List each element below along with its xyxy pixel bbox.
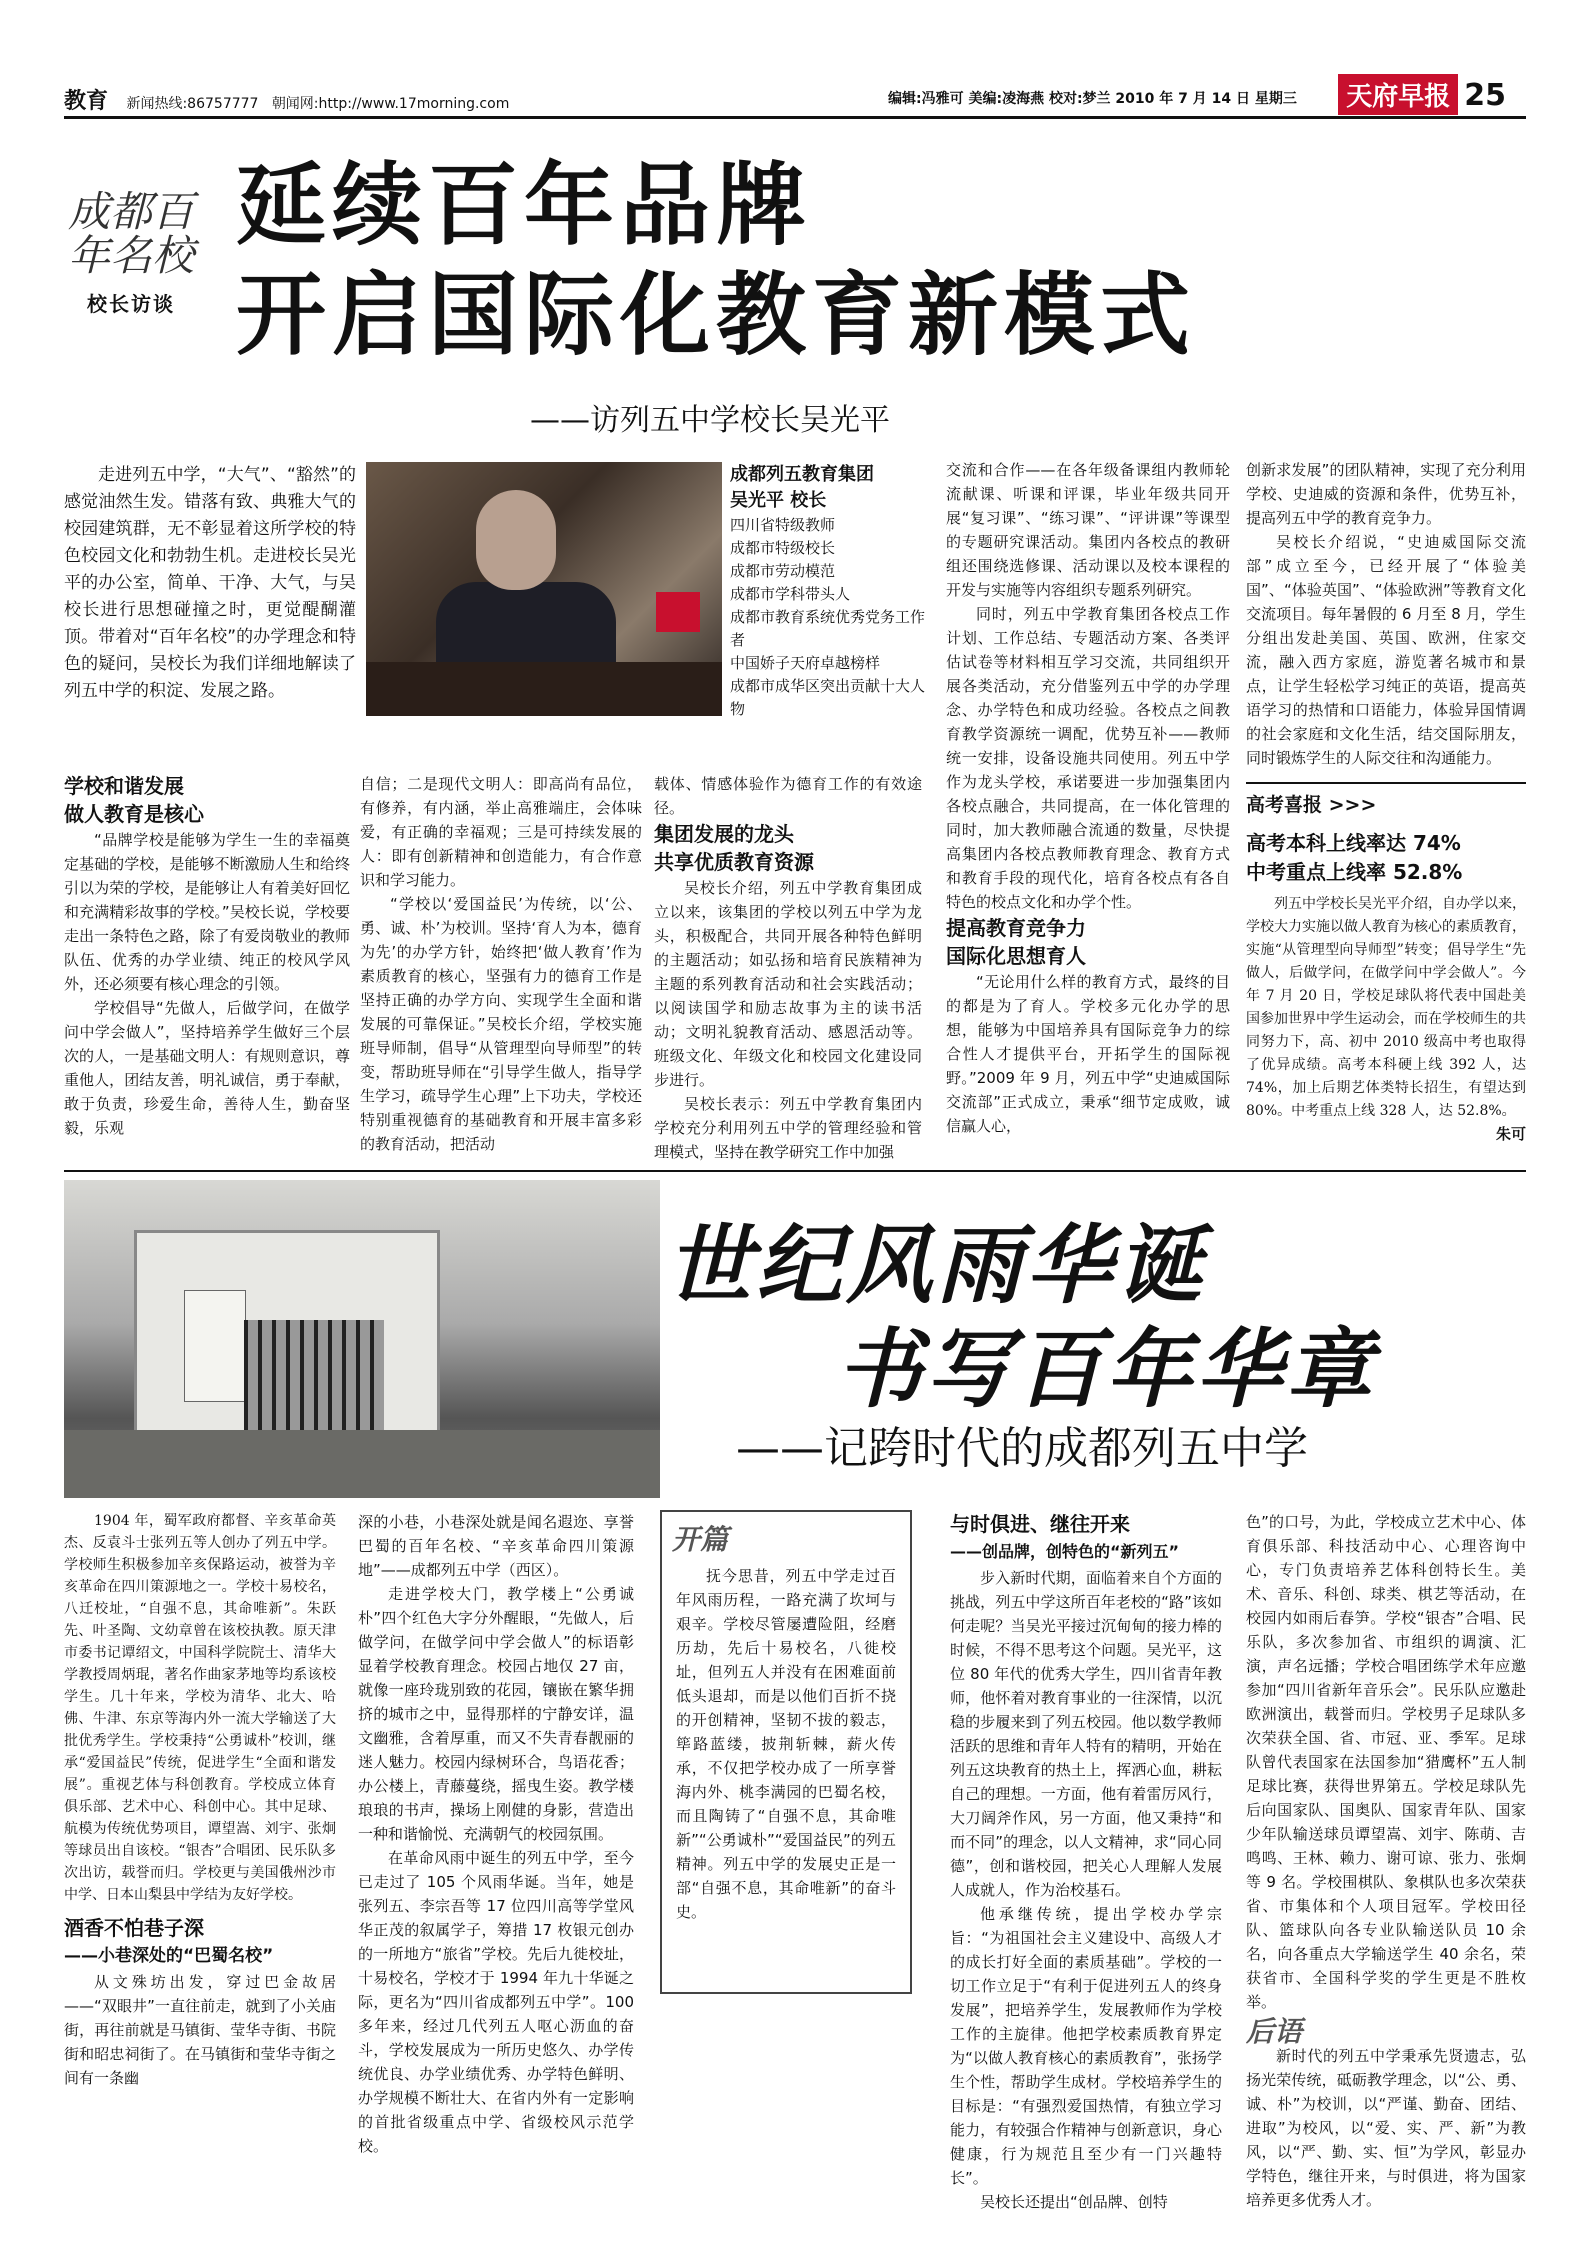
page-header-left [64, 84, 509, 115]
badge-label: 校长访谈 [87, 292, 175, 316]
body-paragraph: 吴校长表示：列五中学教育集团内学校充分利用列五中学的管理经验和管理模式，坚持在教学研究工作中加强 [654, 1095, 922, 1161]
header-rule [64, 116, 1526, 119]
exam-body: 列五中学校长吴光平介绍，自办学以来，学校大力实施以做人教育为核心的素质教育，实施“从管理型向导师型”转变；倡导学生“先做人，后做学问，在做学问中学会做人”。今年 7 月 20 日，学校足球队将代表中国赴美国参加世界中学生运动会，而在学校师生的共同努力下，高、初中 2010 级高中考也取得了优异成绩。高考本科硬上线 392 人，达 74%，加上后期艺体类特长招生，有望达到 80%。中考重点上线 328 人，达 52.8%。 [1246, 896, 1526, 1119]
exam-tag: 高考喜报 >>> [1246, 794, 1377, 816]
subheadline-1: ——访列五中学校长吴光平 [530, 403, 890, 438]
opening-paragraph: 抚今思昔，列五中学走过百年风雨历程，一路充满了坎坷与艰辛。学校尽管屡遭险阻，经磨历劫，先后十易校名，八徙校址，但列五人并没有在困难面前低头退却，而是以他们百折不挠的开创精神，坚韧不拔的毅志，筚路蓝缕，披荆斩棘，薪火传承，不仅把学校办成了一所享誉海内外、桃李满园的巴蜀名校，而且陶铸了“自强不息，其命唯新”“公勇诚朴”“爱国益民”的列五精神。列五中学的发展史正是一部“自强不息，其命唯新”的奋斗史。 [676, 1567, 896, 1921]
column-c [654, 772, 922, 1164]
body-paragraph: 走进学校大门，教学楼上“公勇诚朴”四个红色大字分外醒眼，“先做人，后做学问，在做学问中学会做人”的标语彰显着学校教育理念。校园占地仅 27 亩，就像一座玲珑别致的花园，镶嵌在繁华拥挤的城市之中，显得那样的宁静安详，温文幽雅，含着厚重，而又不失青春靓丽的迷人魅力。校园内绿树环合，鸟语花香；办公楼上，青藤蔓绕，摇曳生姿。教学楼琅琅的书声，操场上刚健的身影，营造出一种和谐愉悦、充满朝气的校园氛围。 [358, 1585, 634, 1843]
body-paragraph: 新时代的列五中学秉承先贤遗志，弘扬光荣传统，砥砺教学理念，以“公、勇、诚、朴”为校训，以“严谨、勤奋、团结、进取”为校风，以“爱、实、严、新”为教风，以“严、勤、实、恒”为学风，彰显办学特色，继往开来，与时俱进，将为国家培养更多优秀人才。 [1246, 2047, 1526, 2209]
masthead-brand [1338, 74, 1506, 115]
section-heading: 做人教育是核心 [64, 802, 204, 826]
caption-line: 中国娇子天府卓越榜样 [730, 654, 881, 672]
body-paragraph: 在革命风雨中诞生的列五中学，至今已走过了 105 个风雨华诞。当年，她是张列五、李宗吾等 17 位四川高等学堂风华正茂的叙属学子，筹措 17 枚银元创办的一所地方“旅省”学校。先后九徙校址，十易校名，学校才于 1994 年九十华诞之际，更名为“四川省成都列五中学”。100 多年来，经过几代列五人呕心沥血的奋斗，学校发展成为一所历史悠久、办学传统优良、办学业绩优秀、办学特色鲜明、办学规模不断壮大、在省内外有一定影响的首批省级重点中学、省级校风示范学校。 [358, 1849, 634, 2155]
body-paragraph: 色”的口号，为此，学校成立艺术中心、体育俱乐部、科技活动中心、心理咨询中心，专门负责培养艺体科创特长生。美术、音乐、科创、球类、棋艺等活动，在校园内如雨后春笋。学校“银杏”合唱、民乐队，多次参加省、市组织的调演、汇演，声名远播；学校合唱团练学术年应邀参加“四川省新年音乐会”。民乐队应邀赴欧洲演出，载誉而归。学校男子足球队多次荣获全国、省、市冠、亚、季军。足球队曾代表国家在法国参加“猎鹰杯”五人制足球比赛，获得世界第五。学校足球队先后向国家队、国奥队、国家青年队、国家少年队输送球员谭望嵩、刘宇、陈萌、吉鸣鸣、王林、赖力、谢可谅、张力、张炯等 9 名。学校围棋队、象棋队也多次荣获省、市集体和个人项目冠军。学校田径队、篮球队向各专业队输送队员 10 余名，向各重点大学输送学生 40 余名，荣获省市、全国科学奖的学生更是不胜枚举。 [1246, 1513, 1526, 2011]
opening-label: 开篇 [672, 1523, 729, 1556]
exam-author: 朱可 [1495, 1125, 1526, 1143]
caption-title-1: 成都列五教育集团 [730, 464, 874, 485]
caption-line: 四川省特级教师 [730, 516, 836, 534]
column-g [358, 1510, 634, 2158]
column-b [360, 772, 642, 1156]
afterword-label: 后语 [1246, 2015, 1303, 2048]
photo-gate [244, 1320, 384, 1430]
headline-1a: 延续百年品牌 [236, 153, 812, 258]
body-paragraph: 从文殊坊出发，穿过巴金故居——“双眼井”一直往前走，就到了小关庙街，再往前就是马镇街、莹华寺街、书院街和昭忠祠街了。在马镇街和莹华寺街之间有一条幽 [64, 1973, 336, 2087]
series-badge [66, 187, 196, 390]
opening-box [660, 1510, 912, 1994]
body-paragraph: 载体、情感体验作为德育工作的有效途径。 [654, 775, 922, 817]
body-paragraph: “无论用什么样的教育方式，最终的目的都是为了育人。学校多元化办学的思想，能够为中国培养具有国际竞争力的综合性人才提供平台，开拓学生的国际视野。”2009 年 9 月，列五中学“史迪威国际交流部”正式成立，秉承“细节定成败，诚信赢人心， [946, 973, 1230, 1135]
section-heading: 集团发展的龙头 [654, 822, 794, 846]
section-name: 教育 [64, 89, 109, 114]
column-e [1246, 458, 1526, 770]
headline-2b: 书写百年华章 [836, 1320, 1376, 1420]
body-paragraph: 同时，列五中学教育集团各校点工作计划、工作总结、专题活动方案、各类评估试卷等材料相互学习交流，共同组织开展各类活动，充分借鉴列五中学的办学理念、办学特色和成功经验。各校点之间教育教学资源统一调配，优势互补——教师统一安排，设备设施共同使用。列五中学作为龙头学校，承诺要进一步加强集团内各校点融合，共同提高，在一体化管理的同时，加大教师融合流通的数量，尽快提高集团内各校点教师教育理念、教育方式和教育手段的现代化，培育各校点有各自特色的校点文化和办学个性。 [946, 605, 1230, 911]
section-heading: ——创品牌，创特色的“新列五” [950, 1542, 1180, 1561]
column-f [64, 1510, 336, 2090]
photo-ground [64, 1430, 660, 1498]
photo-desk [366, 662, 722, 716]
photo-face [476, 490, 556, 590]
caption-title-2: 吴光平 校长 [730, 490, 827, 511]
caption-line: 成都市劳动模范 [730, 562, 836, 580]
body-paragraph: 吴校长介绍说，“史迪威国际交流部”成立至今，已经开展了“体验美国”、“体验英国”、“体验欧洲”等教育文化交流项目。每年暑假的 6 月至 8 月，学生分组出发赴美国、英国、欧洲，住家交流，融入西方家庭，游览著名城市和景点，让学生轻松学习纯正的英语，提高英语学习的热情和口语能力，体验异国情调的社会家庭和文化生活，结交国际朋友，同时锻炼学生的人际交往和沟通能力。 [1246, 533, 1526, 767]
body-paragraph: 自信；二是现代文明人：即高尚有品位，有修养，有内涵，举止高雅端庄，会体味爱，有正确的幸福观；三是可持续发展的人：即有创新精神和创造能力，有合作意识和学习能力。 [360, 775, 642, 889]
intro-paragraph: 走进列五中学，“大气”、“豁然”的感觉油然生发。错落有致、典雅大气的校园建筑群，无不彰显着这所学校的特色校园文化和勃勃生机。走进校长吴光平的办公室，简单、干净、大气，与吴校长进行思想碰撞之时，更觉醍醐灌顶。带着对“百年名校”的办学理念和特色的疑问，吴校长为我们详细地解读了列五中学的积淀、发展之路。 [64, 465, 356, 701]
exam-headline-1: 高考本科上线率达 74% [1246, 831, 1461, 855]
flag-icon [656, 592, 700, 632]
headline-2a: 世纪风雨华诞 [666, 1216, 1206, 1316]
editor-line: 编辑:冯雅可 美编:凌海燕 校对:梦兰 2010 年 7 月 14 日 星期三 [888, 91, 1297, 107]
section-heading: ——小巷深处的“巴蜀名校” [64, 1946, 274, 1966]
body-paragraph: “品牌学校是能够为学生一生的幸福奠定基础的学校，是能够不断激励人生和给终引以为荣的学校，是能够让人有着美好回忆和充满精彩故事的学校。”吴校长说，学校要走出一条特色之路，除了有爱岗敬业的教师队伍、优秀的办学业绩、纯正的校风学风外，还必须要有核心理念的引领。 [64, 831, 350, 993]
caption-line: 成都市成华区突出贡献十大人物 [730, 677, 926, 718]
column-j [1246, 1510, 1526, 2212]
body-paragraph: 创新求发展”的团队精神，实现了充分利用学校、史迪威的资源和条件，优势互补，提高列五中学的教育竞争力。 [1246, 461, 1526, 527]
hotline: 新闻热线:86757777 [126, 96, 259, 112]
exam-headline-2: 中考重点上线率 52.8% [1246, 860, 1463, 884]
body-paragraph: 步入新时代期，面临着来自个方面的挑战，列五中学这所百年老校的“路”该如何走呢？当吴光平接过沉甸甸的接力棒的时候，不得不思考这个问题。吴光平，这位 80 年代的优秀大学生，四川省青年教师，他怀着对教育事业的一往深情，以沉稳的步履来到了列五校园。他以数学教师活跃的思维和青年人特有的精明，开始在列五这块教育的热土上，挥洒心血，耕耘自己的理想。一方面，他有着雷厉风行，大刀阔斧作风，另一方面，他又秉持“和而不同”的理念，以人文精神，求“同心同德”，创和谐校园，把关心人理解人发展人成就人，作为治校基石。 [950, 1569, 1222, 1899]
photo-plaque [184, 1290, 246, 1402]
history-paragraph: 1904 年，蜀军政府都督、辛亥革命英杰、反袁斗士张列五等人创办了列五中学。学校师生积极参加辛亥保路运动，被誉为辛亥革命在四川策源地之一。学校十易校名，八迁校址，“自强不息，其命唯新”。朱跃先、叶圣陶、文幼章曾在该校执教。原天津市委书记谭绍文，中国科学院院士、清华大学教授周炳琨，著名作曲家茅地等均系该校学生。几十年来，学校为清华、北大、哈佛、牛津、东京等海内外一流大学输送了大批优秀学生。学校秉持“公勇诚朴”校训，继承“爱国益民”传统，促进学生“全面和谐发展”。重视艺体与科创教育。学校成立体育俱乐部、艺术中心、科创中心。其中足球、航模为传统优势项目，谭望嵩、刘宇、张炯等球员出自该校。“银杏”合唱团、民乐队多次出访，载誉而归。学校更与美国俄州沙市中学、日本山梨县中学结为友好学校。 [64, 1513, 336, 1903]
column-i [950, 1510, 1222, 2214]
body-paragraph: 吴校长介绍，列五中学教育集团成立以来，该集团的学校以列五中学为龙头，积极配合，共同开展各种特色鲜明的主题活动；如弘扬和培育民族精神为主题的系列教育活动和社会实践活动；以阅读国学和励志故事为主的读书活动；文明礼貌教育活动、感恩活动等。班级文化、年级文化和校园文化建设同步进行。 [654, 879, 922, 1089]
section-heading: 国际化思想育人 [946, 944, 1086, 968]
section-heading: 酒香不怕巷子深 [64, 1916, 204, 1940]
middle-rule [64, 1170, 1526, 1172]
subheadline-2: ——记跨时代的成都列五中学 [736, 1423, 1308, 1474]
body-paragraph: 深的小巷，小巷深处就是闻名遐迩、享誉巴蜀的百年名校、“辛亥革命四川策源地”——成都列五中学（西区）。 [358, 1513, 634, 1579]
section-heading: 提高教育竞争力 [946, 916, 1086, 940]
headline-1b: 开启国际化教育新模式 [236, 263, 1196, 368]
body-paragraph: 学校倡导“先做人，后做学问，在做学问中学会做人”，坚持培养学生做好三个层次的人，一是基础文明人：有规则意识，尊重他人，团结友善，明礼诚信，勇于奉献，敢于负责，珍爱生命，善待人生，勤奋坚毅，乐观 [64, 999, 350, 1137]
exam-rule [1246, 782, 1526, 784]
body-paragraph: 他承继传统，提出学校办学宗旨：“为祖国社会主义建设中、高级人才的成长打好全面的素质基础”。学校的一切工作立足于“有利于促进列五人的终身发展”，把培养学生，发展教师作为学校工作的主旋律。他把学校素质教育界定为“以做人教育核心的素质教育”，张扬学生个性，帮助学生成材。学校培养学生的目标是：“有强烈爱国热情，有独立学习能力，有较强合作精神与创新意识，身心健康，行为规范且至少有一门兴趣特长”。 [950, 1905, 1222, 2187]
body-paragraph: 吴校长还提出“创品牌、创特 [980, 2193, 1168, 2211]
website: 朝闻网:http://www.17morning.com [271, 96, 510, 112]
photo-caption [730, 462, 930, 721]
section-heading: 共享优质教育资源 [654, 850, 814, 874]
body-paragraph: “学校以‘爱国益民’为传统，以‘公、勇、诚、朴’为校训。坚持‘育人为本，德育为先’的办学方针，始终把‘做人教育’作为素质教育的核心，坚强有力的德育工作是坚持正确的办学方向、实现学生全面和谐发展的可靠保证。”吴校长介绍，学校实施班导师制，倡导“从管理型向导师型”的转变，帮助班导师在“引导学生做人，指导学生学习，疏导学生心理”上下功夫，学校还特别重视德育的基础教育和开展丰富多彩的教育活动，把活动 [360, 895, 642, 1153]
section-heading: 学校和谐发展 [64, 774, 184, 798]
caption-line: 成都市教育系统优秀党务工作者 [730, 608, 926, 649]
school-gate-photo [64, 1180, 660, 1498]
section-heading: 与时俱进、继往开来 [950, 1512, 1130, 1536]
body-paragraph: 交流和合作——在各年级备课组内教师轮流献课、听课和评课，毕业年级共同开展“复习课”、“练习课”、“评讲课”等课型的专题研究课活动。集团内各校点的教研组还围绕选修课、活动课以及校本课程的开发与实施等内容组织专题系列研究。 [946, 461, 1230, 599]
exam-results-box [1246, 782, 1526, 1144]
calligraphy-badge: 成都百年名校 [67, 187, 194, 280]
column-d [946, 458, 1230, 1138]
caption-line: 成都市学科带头人 [730, 585, 851, 603]
page-number: 25 [1464, 78, 1506, 113]
brand-name: 天府早报 [1338, 74, 1458, 115]
column-a [64, 772, 350, 1140]
caption-line: 成都市特级校长 [730, 539, 836, 557]
principal-photo [366, 462, 722, 716]
